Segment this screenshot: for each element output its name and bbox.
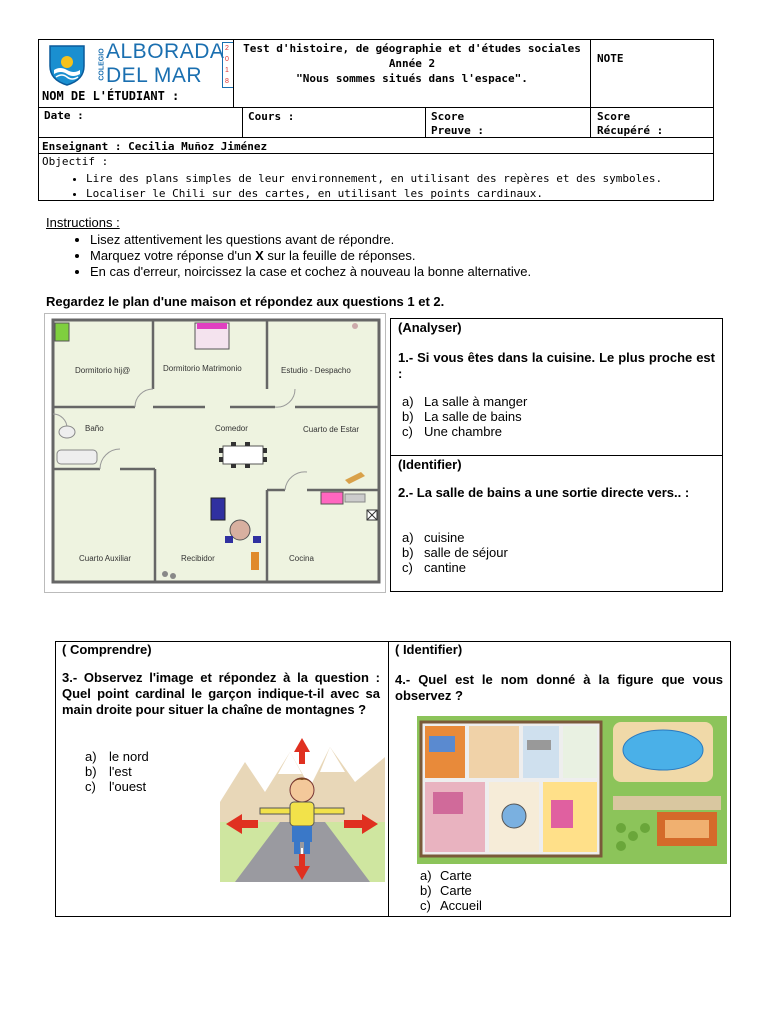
room-label: Dormitorio Matrimonio — [163, 364, 242, 373]
test-title-line2: Année 2 — [388, 57, 436, 70]
option-item[interactable]: c) Une chambre — [402, 424, 503, 439]
student-name-label: NOM DE L'ÉTUDIANT : — [42, 89, 180, 103]
score-test-label2: Preuve : — [431, 124, 484, 137]
objective-label: Objectif : — [42, 155, 109, 168]
instruction-item: • Lisez attentivement les questions avant de répondre. — [90, 232, 768, 247]
header-divider — [590, 39, 591, 107]
floorplan-image — [44, 313, 386, 593]
room-label: Cocina — [289, 554, 314, 563]
room-label: Cuarto de Estar — [303, 425, 360, 434]
house-aerial-illustration — [417, 716, 727, 864]
room-label: Baño — [85, 424, 104, 433]
question-1-tag: (Analyser) — [398, 320, 462, 335]
option-item[interactable]: a) La salle à manger — [402, 394, 528, 409]
objective-item: • Lire des plans simples de leur environnement, en utilisant des repères et des symboles. — [86, 172, 726, 185]
question-2-tag: (Identifier) — [398, 457, 462, 472]
room-label: Estudio - Despacho — [281, 366, 351, 375]
instruction-item: • Marquez votre réponse d'un X sur la feuille de réponses. — [90, 248, 768, 263]
logo-brand-line1: ALBORADA — [106, 40, 225, 63]
test-title-line1: Test d'histoire, de géographie et d'études sociales — [243, 42, 581, 55]
note-label: NOTE — [597, 52, 624, 65]
option-item[interactable]: b) La salle de bains — [402, 409, 522, 424]
instructions-title: Instructions : — [46, 215, 120, 230]
objectives-list — [64, 170, 726, 202]
question-3-tag: ( Comprendre) — [62, 642, 152, 657]
question-1-options — [402, 394, 527, 439]
house-plan-drawing — [45, 314, 385, 592]
question-4-text: 4.- Quel est le nom donné à la figure que vous observez ? — [395, 672, 723, 703]
header-divider — [242, 107, 243, 137]
option-item[interactable]: c) l'ouest — [85, 779, 147, 794]
course-label: Cours : — [248, 110, 295, 123]
option-item[interactable]: c) Accueil — [420, 898, 482, 913]
room-label: Dormitorio hij@ — [75, 366, 131, 375]
option-item[interactable]: b) Carte — [420, 883, 472, 898]
room-label: Recibidor — [181, 554, 215, 563]
header-row-line — [38, 137, 714, 138]
logo-emblem-icon — [46, 42, 88, 86]
instruction-item: • En cas d'erreur, noircissez la case et cochez à nouveau la bonne alternative. — [90, 264, 768, 279]
room-label: Cuarto Auxiliar — [79, 554, 132, 563]
test-title-line3: "Nous sommes situés dans l'espace". — [296, 72, 528, 85]
teacher-name: Enseignant : Cecilia Muñoz Jiménez — [42, 140, 268, 153]
instructions-list — [46, 232, 768, 279]
question-4-tag: ( Identifier) — [395, 642, 463, 657]
option-item[interactable]: b) l'est — [85, 764, 132, 779]
logo-brand-line2: DEL MAR — [106, 64, 203, 87]
score-recovered-label1: Score — [597, 110, 631, 123]
school-logo — [42, 41, 232, 87]
header-divider — [425, 107, 426, 137]
box-divider — [388, 641, 389, 917]
objective-item: • Localiser le Chili sur des cartes, en utilisant les points cardinaux. — [86, 187, 726, 200]
question-2-text: 2.- La salle de bains a une sortie directe vers.. : — [398, 485, 690, 500]
question-1-text: 1.- Si vous êtes dans la cuisine. Le plus proche est : — [398, 350, 715, 381]
score-recovered-label2: Récupéré : — [597, 124, 664, 137]
option-item[interactable]: a) Carte — [420, 868, 472, 883]
question-3-text: 3.- Observez l'image et répondez à la question : Quel point cardinal le garçon indique-t-il avec sa main droite pour situer la chaîne de montagnes ? — [62, 670, 380, 717]
box-divider — [390, 455, 723, 456]
question-3-options — [85, 749, 149, 794]
room-label: Comedor — [215, 424, 248, 433]
section-intro: Regardez le plan d'une maison et répondez aux questions 1 et 2. — [46, 294, 445, 309]
boy-directions-illustration — [220, 732, 385, 882]
date-label: Date : — [44, 109, 84, 122]
option-item[interactable]: a) cuisine — [402, 530, 465, 545]
question-2-options — [402, 530, 508, 575]
header-row-line — [38, 107, 714, 108]
logo-year: 2018 — [225, 45, 229, 85]
option-item[interactable]: b) salle de séjour — [402, 545, 508, 560]
option-item[interactable]: c) cantine — [402, 560, 466, 575]
header-divider — [590, 107, 591, 137]
option-item[interactable]: a) le nord — [85, 749, 149, 764]
score-test-label1: Score — [431, 110, 465, 123]
question-4-options — [420, 868, 482, 913]
header-row-line — [38, 153, 714, 154]
logo-vertical-text: COLEGIO — [98, 48, 106, 81]
